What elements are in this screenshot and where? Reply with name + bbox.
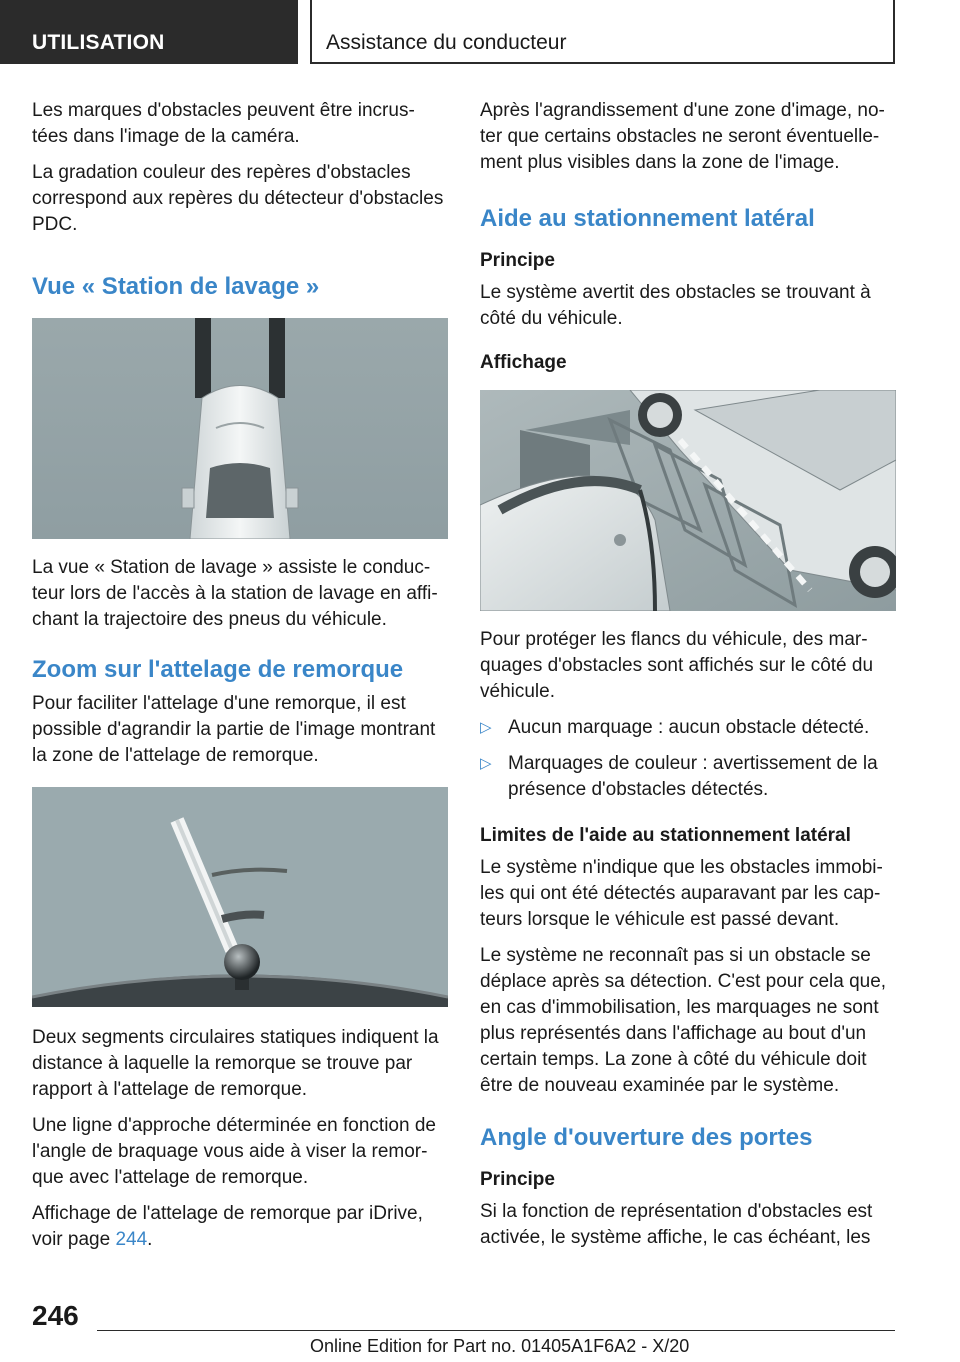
paragraph-trailer-zoom: Pour faciliter l'attelage d'une remorque, il est possible d'agrandir la partie de l'image montrant la zone de l'attelage de remorque. xyxy=(32,693,436,766)
bullet-triangle-icon: ▷ xyxy=(480,719,492,736)
idrive-ref-end: . xyxy=(147,1229,153,1250)
left-column xyxy=(32,98,449,1263)
paragraph-approach-line: Une ligne d'approche déterminée en fonction de l'angle de braquage vous aide à viser la remor-que avec l'attelage de remorque. xyxy=(32,1115,436,1188)
paragraph-zoom-note: Après l'agrandissement d'une zone d'image, no-ter que certains obstacles ne seront éventuelle-ment plus visibles dans la zone de l'image. xyxy=(480,100,885,173)
paragraph-display: Pour protéger les flancs du véhicule, des mar-quages d'obstacles sont affichés sur le côté du véhicule. xyxy=(480,629,874,702)
subheading-display: Affichage xyxy=(480,352,567,373)
footer-edition: Online Edition for Part no. 01405A1F6A2 - X/20 xyxy=(310,1336,690,1356)
page-link-244[interactable]: 244 xyxy=(115,1229,148,1250)
footer-divider xyxy=(97,1330,895,1331)
heading-side-parking: Aide au stationnement latéral xyxy=(480,205,815,232)
section-title: Assistance du conducteur xyxy=(310,0,895,64)
list-item-text: Marquages de couleur : avertissement de la présence d'obstacles détectés. xyxy=(508,753,878,800)
paragraph-circular-segments: Deux segments circulaires statiques indiquent la distance à laquelle la remorque se trouve par rapport à l'attelage de remorque. xyxy=(32,1027,439,1100)
paragraph-limits-1: Le système n'indique que les obstacles immobi-les qui ont été détectés auparavant par les cap-teurs lorsque le véhicule est passé devant. xyxy=(480,857,883,930)
heading-wash-view: Vue « Station de lavage » xyxy=(32,273,320,300)
subheading-limits: Limites de l'aide au stationnement latéral xyxy=(480,825,851,846)
figure-trailer-hitch xyxy=(32,787,448,1007)
heading-trailer-zoom: Zoom sur l'attelage de remorque xyxy=(32,656,404,683)
marking-list xyxy=(480,715,897,803)
figure-wash-station xyxy=(32,318,448,539)
paragraph-idrive-ref xyxy=(32,1201,449,1253)
paragraph-intro-1: Les marques d'obstacles peuvent être incrus-tées dans l'image de la caméra. xyxy=(32,100,415,147)
paragraph-wash-view: La vue « Station de lavage » assiste le conduc-teur lors de l'accès à la station de lavage en affi-chant la trajectoire des pneus du véhicule. xyxy=(32,557,438,630)
page-number: 246 xyxy=(32,1300,79,1331)
figure-side-parking xyxy=(480,390,896,611)
heading-door-angle: Angle d'ouverture des portes xyxy=(480,1124,813,1151)
paragraph-limits-2: Le système ne reconnaît pas si un obstacle se déplace après sa détection. C'est pour cela que, en cas d'immobilisation, les marquages ne sont plus représentés dans l'affichage au bout d'un certain temps. La zone à côté du véhicule doit être de nouveau examinée par le système. xyxy=(480,945,887,1096)
subheading-principle: Principe xyxy=(480,250,555,271)
right-column xyxy=(480,98,897,1261)
idrive-ref-text: Affichage de l'attelage de remorque par iDrive, voir page xyxy=(32,1203,423,1250)
paragraph-intro-2: La gradation couleur des repères d'obstacles correspond aux repères du détecteur d'obstacles PDC. xyxy=(32,162,444,235)
list-item-text: Aucun marquage : aucun obstacle détecté. xyxy=(508,717,870,738)
chapter-tab: UTILISATION xyxy=(0,0,298,64)
subheading-principle-2: Principe xyxy=(480,1169,555,1190)
list-item xyxy=(480,715,897,741)
paragraph-door-principle: Si la fonction de représentation d'obstacles est activée, le système affiche, le cas échéant, les xyxy=(480,1201,873,1248)
bullet-triangle-icon: ▷ xyxy=(480,755,492,772)
list-item xyxy=(480,751,897,803)
paragraph-principle: Le système avertit des obstacles se trouvant à côté du véhicule. xyxy=(480,282,871,329)
